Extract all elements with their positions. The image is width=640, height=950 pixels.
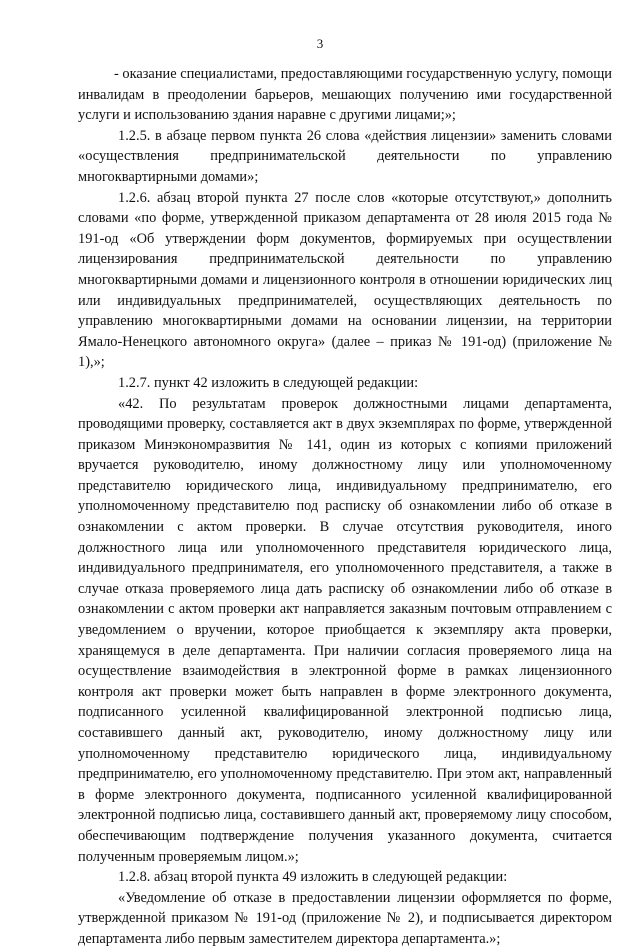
paragraph-notice-refusal: «Уведомление об отказе в предоставлении лицензии оформляется по форме, утвержденной приказом № 191-од (приложение № 2), и подписывается директором департамента либо первым заместителем директора департамента.»;: [78, 889, 612, 947]
document-body: [78, 64, 612, 950]
paragraph-point-42: «42. По результатам проверок должностными лицами департамента, проводящими проверку, составляется акт в двух экземплярах по форме, утвержденной приказом Минэкономразвития № 141, один из которых с копиями приложений вручается руководителю, иному должностному лицу или уполномоченному представителю юридического лица, индивидуальному предпринимателю, его уполномоченному представителю под расписку об ознакомлении либо об отказе в ознакомлении с актом проверки. В случае отсутствия руководителя, иного должностного лица или уполномоченного представителя юридического лица, индивидуального предпринимателя, его уполномоченного представителя, а также в случае отказа проверяемого лица дать расписку об ознакомлении либо об отказе в ознакомлении с актом проверки акт направляется заказным почтовым отправлением с уведомлением о вручении, которое приобщается к экземпляру акта проверки, хранящемуся в деле департамента. При наличии согласия проверяемого лица на осуществление взаимодействия в электронной форме в рамках лицензионного контроля акт проверки может быть направлен в форме электронного документа, подписанного усиленной квалифицированной электронной подписью лица, составившего данный акт, руководителю, иному должностному лицу или уполномоченному представителю юридического лица, индивидуальному предпринимателю, его уполномоченному представителю. При этом акт, направленный в форме электронного документа, подписанного усиленной квалифицированной электронной подписью лица, составившего данный акт, проверяемому лицу способом, обеспечивающим подтверждение получения указанного документа, считается полученным проверяемым лицом.»;: [78, 395, 612, 865]
paragraph-1-2-7: 1.2.7. пункт 42 изложить в следующей редакции:: [118, 374, 419, 391]
page-number: 3: [316, 36, 324, 51]
paragraph-1-2-5: 1.2.5. в абзаце первом пункта 26 слова «действия лицензии» заменить словами «осуществления предпринимательской деятельности по управлению многоквартирными домами»;: [78, 127, 612, 185]
paragraph-1-2-6: 1.2.6. абзац второй пункта 27 после слов «которые отсутствуют,» дополнить словами «по форме, утвержденной приказом департамента от 28 июля 2015 года № 191-од «Об утверждении форм документов, формируемых при осуществлении лицензирования предпринимательской деятельности по управлению многоквартирными домами и лицензионного контроля в отношении юридических лиц или индивидуальных предпринимателей, осуществляющих деятельность по управлению многоквартирными домами на основании лицензии, на территории Ямало-Ненецкого автономного округа» (далее – приказ № 191-од) (приложение № 1),»;: [78, 189, 612, 371]
paragraph-1-2-8: 1.2.8. абзац второй пункта 49 изложить в следующей редакции:: [118, 869, 508, 886]
paragraph-item-list-end: - оказание специалистами, предоставляющими государственную услугу, помощи инвалидам в преодолении барьеров, мешающих получению ими государственной услуги и использованию здания наравне с другими лицами;»;: [78, 66, 612, 124]
